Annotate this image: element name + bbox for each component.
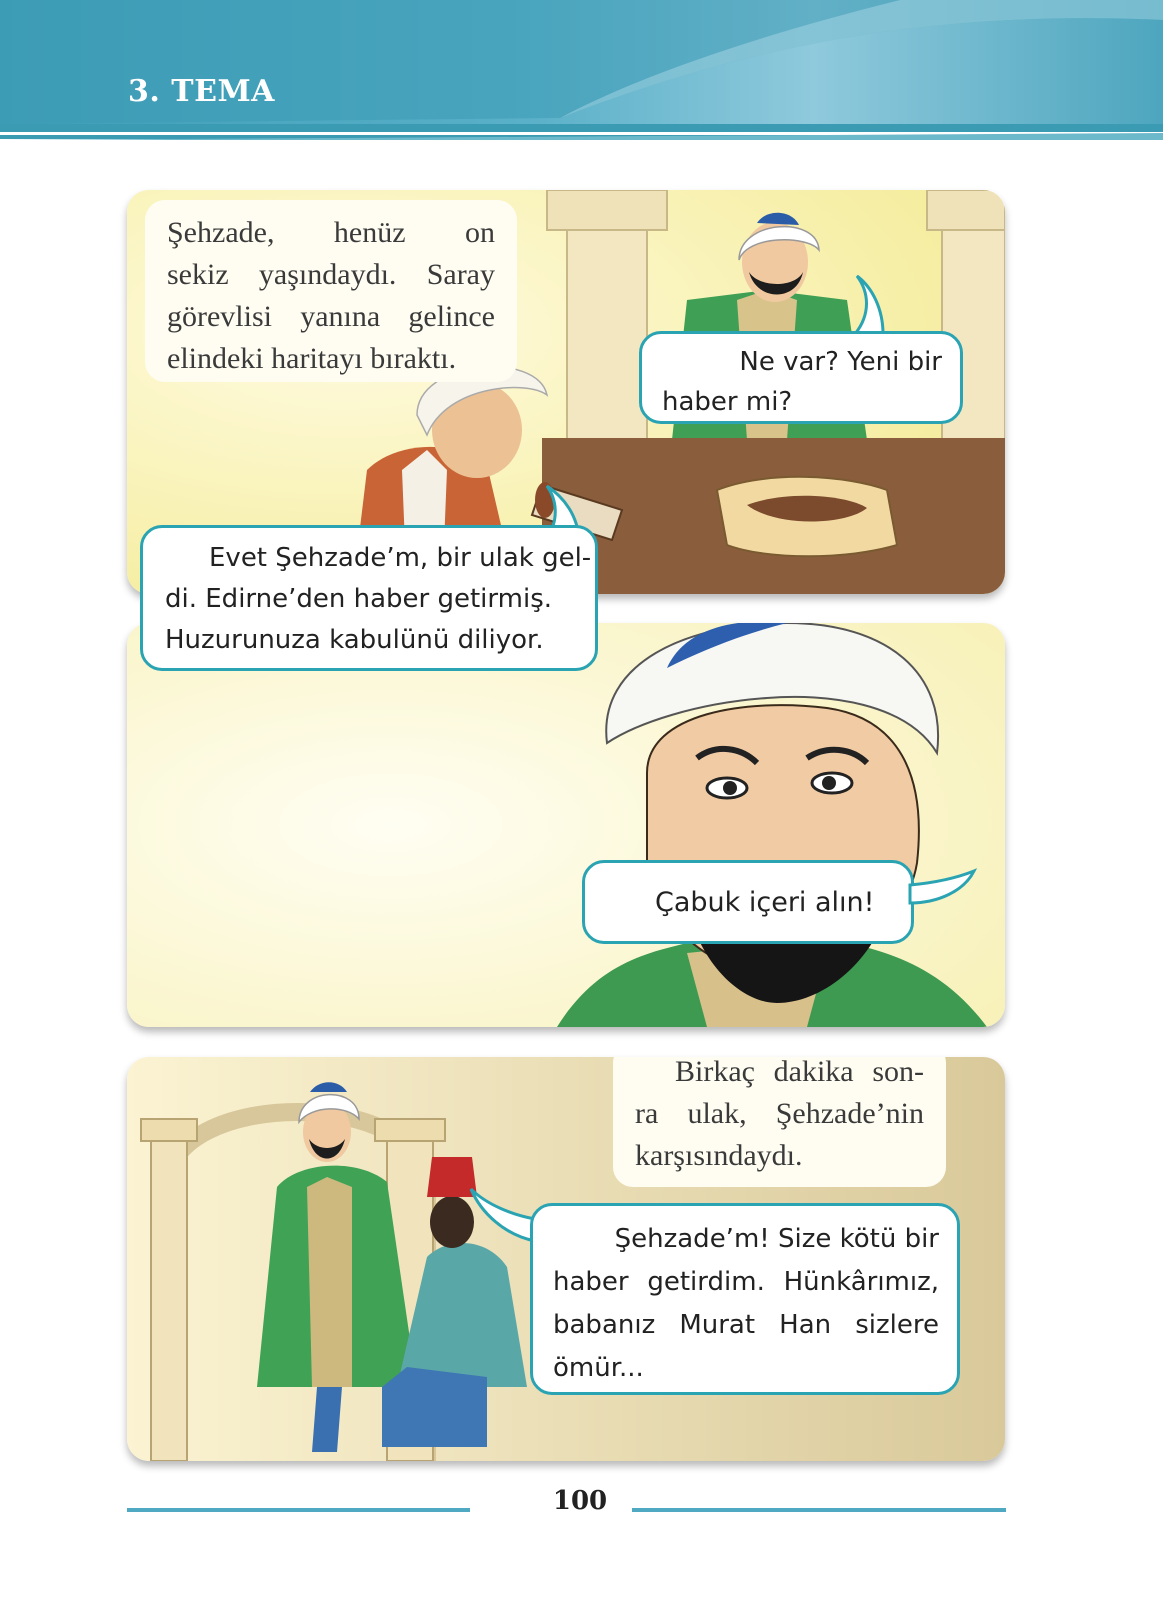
bubble-line: haber mi? (662, 387, 793, 417)
bubble-line: babanız Murat Han sizlere (553, 1310, 939, 1340)
footer-rule-right (632, 1508, 1006, 1512)
caption-line: sekiz yaşındaydı. Saray (167, 258, 495, 291)
bubble-line: Çabuk içeri alın! (655, 887, 875, 918)
speech-tail (467, 1185, 537, 1245)
bubble-line: ömür... (553, 1353, 644, 1383)
comic-panel-2 (127, 623, 1005, 1027)
speech-tail (908, 867, 978, 917)
footer-rule-left (127, 1508, 470, 1512)
speech-bubble-prince (639, 331, 963, 424)
narration-box (145, 200, 517, 382)
narration-box (613, 1057, 946, 1187)
page-number: 100 (552, 1486, 608, 1516)
speech-tail (827, 274, 887, 336)
caption-line: karşısındaydı. (635, 1139, 803, 1172)
bubble-line: haber getirdim. Hünkârımız, (553, 1267, 939, 1297)
caption-line: Şehzade, henüz on (167, 216, 495, 249)
caption-line: Birkaç dakika son- (675, 1057, 924, 1088)
bubble-line: Huzurunuza kabulünü diliyor. (165, 625, 544, 655)
bubble-line: di. Edirne’den haber getirmiş. (165, 584, 553, 614)
speech-bubble-prince (582, 860, 914, 944)
bubble-line: Ne var? Yeni bir (739, 347, 942, 377)
panel-2-illustration (127, 623, 1005, 1027)
caption-line: görevlisi yanına gelince (167, 300, 495, 333)
caption-line: ra ulak, Şehzade’nin (635, 1097, 924, 1130)
speech-bubble-messenger (530, 1203, 960, 1395)
caption-line: elindeki haritayı bıraktı. (167, 342, 457, 375)
speech-bubble-servant (140, 525, 598, 671)
bubble-line: Şehzade’m! Size kötü bir (614, 1224, 939, 1254)
chapter-title: 3. TEMA (128, 74, 275, 109)
bubble-line: Evet Şehzade’m, bir ulak gel- (209, 543, 592, 573)
